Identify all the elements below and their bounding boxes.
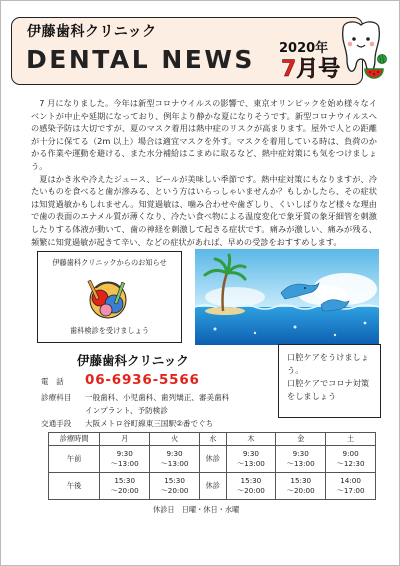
issue-month: 7月号	[281, 57, 341, 82]
schedule-table	[48, 432, 376, 500]
schedule-cell: 15:30 ～20:00	[226, 473, 276, 500]
notice-box	[37, 251, 182, 343]
header-clinic-name: 伊藤歯科クリニック	[27, 24, 157, 40]
article-paragraph: 7 月になりました。今年は新型コロナウイルスの影響で、東京オリンピックを始め様々なイベントが中止や延期になっており、例年より静かな夏になりそうです。新型コロナウイルスへの感染予防は大切ですが、夏のマスク着用は熱中症のリスクが高まります。屋外で人との距離が十分に保てる（2m 以上）場合は適宜マスクを外す。マスクを着用している時は、負荷のかかる作業や運動を避ける、また水分補給はこまめに取るなど、熱中症対策にも気をつけましょう。	[31, 98, 377, 171]
schedule-header-row	[49, 433, 376, 446]
article-body	[31, 97, 377, 248]
schedule-cell: 9:30 ～13:00	[226, 446, 276, 473]
schedule-cell: 15:30 ～20:00	[276, 473, 326, 500]
subjects-line-1: 一般歯科、小児歯科、歯列矯正、審美歯科	[85, 393, 230, 402]
schedule-cell: 9:30 ～13:00	[276, 446, 326, 473]
schedule-header-cell: 水	[199, 433, 226, 446]
access-label: 交通手段	[41, 419, 72, 428]
schedule-cell: 9:30 ～13:00	[100, 446, 150, 473]
schedule-header-cell: 土	[326, 433, 376, 446]
schedule-row-morning	[49, 446, 376, 473]
schedule-cell: 9:30 ～13:00	[150, 446, 200, 473]
schedule-cell: 9:00 ～12:30	[326, 446, 376, 473]
schedule-header-cell: 月	[100, 433, 150, 446]
oral-care-box	[278, 344, 381, 418]
care-line-1: 口腔ケアをうけましょう。	[287, 352, 369, 375]
beach-illustration	[195, 249, 379, 345]
article-paragraph: 夏はかき氷や冷えたジュース、ビールが美味しい季節です。熱中症対策にもなりますが、冷たいものを食べると歯が滲みる、という方はいらっしゃいませんか？もしかしたら、その症状は知覚過敏かもしれません。知覚過敏は、噛み合わせや歯ぎしり、くいしばりなど様々な理由で歯の表面のエナメル質が薄くなり、冷たい食べ物による温度変化で象牙質の象牙細管を刺激したりする体液が動いて、歯の神経を刺激して起きる症状です。痛みが激しい、痛みが残る、頻繁に知覚過敏が起きて辛い、などの症状があれば、早めの受診をおすすめします。	[31, 173, 377, 247]
schedule-header-cell: 木	[226, 433, 276, 446]
access-text: 大阪メトロ谷町線東三国駅②番でぐち	[85, 419, 214, 428]
schedule-header-cell: 金	[276, 433, 326, 446]
phone-label: 電 話	[41, 377, 64, 386]
newsletter-title: DENTAL NEWS	[26, 45, 255, 74]
schedule-row-afternoon	[49, 473, 376, 500]
schedule-cell: 14:00 ～17:00	[326, 473, 376, 500]
phone-number[interactable]: 06-6936-5566	[85, 372, 200, 388]
schedule-header-cell: 火	[150, 433, 200, 446]
schedule-row-label: 午前	[49, 446, 100, 473]
tooth-mascot-illustration	[335, 19, 387, 81]
notice-title: 伊藤歯科クリニックからのお知らせ	[52, 258, 167, 267]
clinic-name: 伊藤歯科クリニック	[77, 353, 189, 368]
subjects-label: 診療科目	[41, 393, 72, 402]
subjects-line-2: インプラント、予防検診	[85, 406, 168, 415]
notice-caption: 歯科検診を受けましょう	[69, 326, 150, 335]
schedule-cell: 休診	[199, 473, 226, 500]
issue-year: 2020年	[279, 41, 329, 56]
schedule-cell: 15:30 ～20:00	[150, 473, 200, 500]
closed-days-note: 休診日 日曜・休日・水曜	[153, 505, 240, 514]
schedule-cell: 休診	[199, 446, 226, 473]
schedule-header-cell: 診療時間	[49, 433, 100, 446]
schedule-cell: 15:30 ～20:00	[100, 473, 150, 500]
schedule-row-label: 午後	[49, 473, 100, 500]
care-line-2: 口腔ケアでコロナ対策をしましょう	[287, 378, 370, 401]
toothbrush-bag-illustration	[78, 270, 138, 324]
